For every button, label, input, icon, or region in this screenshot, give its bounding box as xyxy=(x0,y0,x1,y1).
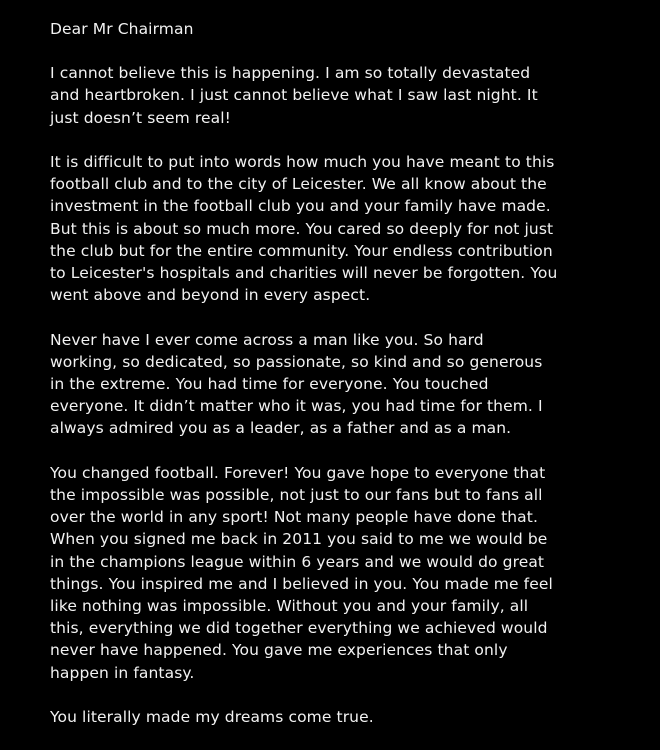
letter-body xyxy=(50,18,630,728)
paragraph-devastated: I cannot believe this is happening. I am so totally devastated and heartbroken. I just cannot believe what I saw last night. It just doesn’t seem real! xyxy=(50,64,538,127)
paragraph-changed-football: You changed football. Forever! You gave hope to everyone that the impossible was possible, not just to our fans but to fans all over the world in any sport! Not many people have done that. When you signed me back in 2011 you said to me we would be in the champions league within 6 years and we would do great things. You inspired me and I believed in you. You made me feel like nothing was impossible. Without you and your family, all this, everything we did together everything we achieved would never have happened. You gave me experiences that only happen in fantasy. xyxy=(50,463,553,682)
salutation: Dear Mr Chairman xyxy=(50,20,194,38)
paragraph-contribution: It is difficult to put into words how much you have meant to this football club and to the city of Leicester. We all know about the investment in the football club you and your family have made. But this is about so much more. You cared so deeply for not just the club but for the entire community. Your endless contribution to Leicester's hospitals and charities will never be forgotten. You went above and beyond in every aspect. xyxy=(50,153,558,305)
paragraph-character: Never have I ever come across a man like you. So hard working, so dedicated, so passionate, so kind and so generous in the extreme. You had time for everyone. You touched everyone. It didn’t matter who it was, you had time for them. I always admired you as a leader, as a father and as a man. xyxy=(50,330,543,438)
paragraph-closing: You literally made my dreams come true. xyxy=(50,708,374,727)
